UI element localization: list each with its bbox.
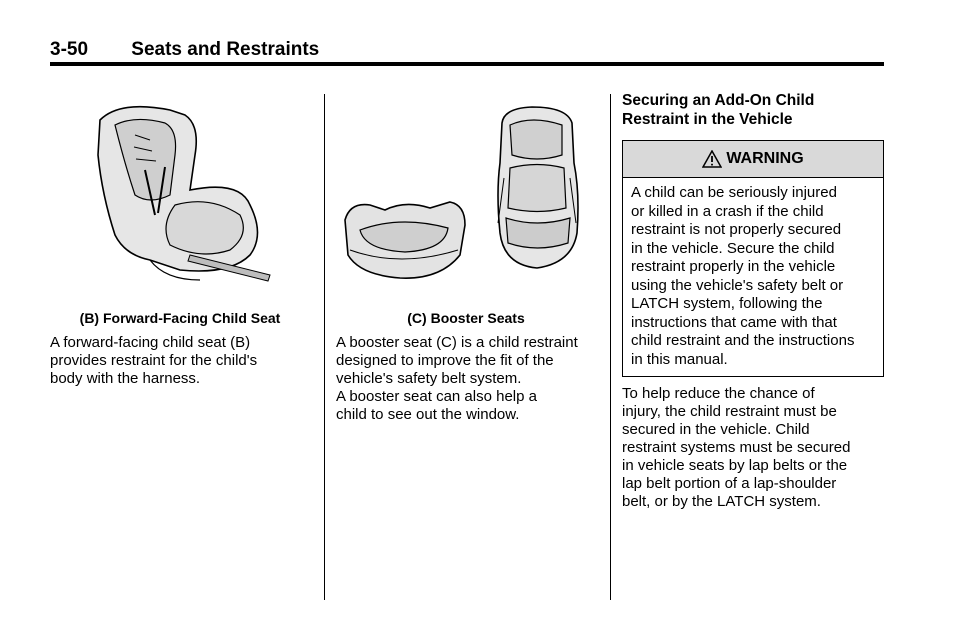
- booster-seat-backless-illustration: [340, 190, 470, 285]
- figure-caption: (B) Forward-Facing Child Seat: [79, 310, 281, 326]
- warning-text: A child can be seriously injured or killed in a crash if the child restraint is not properly secured in the vehicle. Secure the child restraint properly in the vehicle using the vehicle's safety belt or LATCH system, following the instructions that came with that child restraint and the instructions in this manual.: [631, 184, 855, 368]
- subsection-title: Securing an Add-On Child Restraint in the Vehicle: [622, 92, 815, 128]
- page-header: [50, 38, 884, 62]
- warning-box: [622, 140, 884, 377]
- page-number: 3-50: [50, 39, 89, 60]
- warning-triangle-icon: [702, 150, 722, 168]
- forward-facing-child-seat-illustration: [90, 95, 280, 295]
- warning-header: [623, 141, 883, 178]
- booster-seat-high-back-illustration: [492, 103, 582, 273]
- body-paragraph: A booster seat (C) is a child restraint designed to improve the fit of the vehicle's safety belt system. A booster seat can also help a child to see out the window.: [336, 334, 578, 423]
- header-rule: [50, 62, 884, 66]
- section-title: Seats and Restraints: [131, 39, 320, 60]
- warning-label: WARNING: [726, 150, 804, 167]
- figure-caption: (C) Booster Seats: [407, 310, 525, 326]
- column-divider: [610, 94, 611, 600]
- body-paragraph: A forward-facing child seat (B) provides restraint for the child's body with the harness.: [50, 334, 258, 387]
- body-paragraph: To help reduce the chance of injury, the child restraint must be secured in the vehicle. Child restraint systems must be secured in vehicle seats by lap belts or the lap belt portion of a lap-shoulder belt, or by the LATCH system.: [622, 385, 851, 510]
- column-divider: [324, 94, 325, 600]
